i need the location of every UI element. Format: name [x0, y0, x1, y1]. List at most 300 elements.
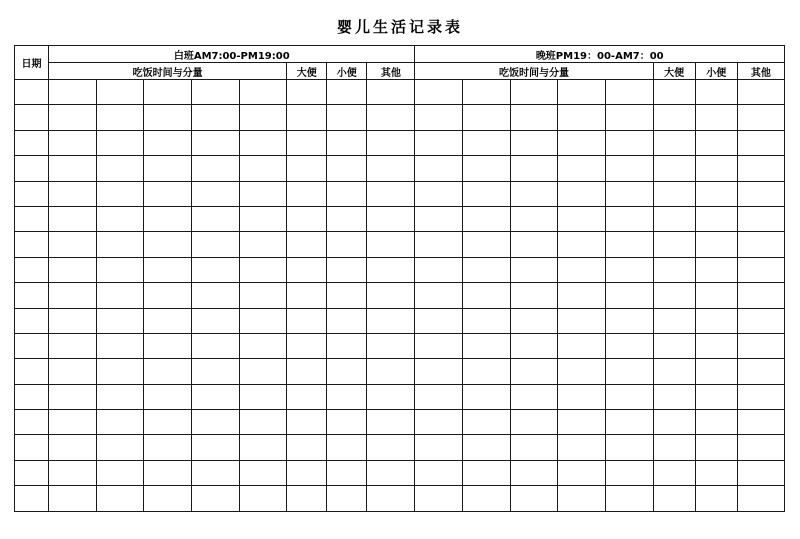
- day-other-cell[interactable]: [367, 232, 415, 257]
- day-meal-cell[interactable]: [96, 80, 144, 105]
- night-meal-cell[interactable]: [606, 384, 654, 409]
- night-pee-cell[interactable]: [695, 232, 737, 257]
- night-pee-cell[interactable]: [695, 486, 737, 511]
- night-other-cell[interactable]: [737, 460, 784, 485]
- day-other-cell[interactable]: [367, 435, 415, 460]
- night-poop-cell[interactable]: [653, 410, 695, 435]
- day-meal-cell[interactable]: [191, 410, 239, 435]
- night-other-cell[interactable]: [737, 435, 784, 460]
- date-cell[interactable]: [15, 435, 49, 460]
- night-poop-cell[interactable]: [653, 156, 695, 181]
- day-meal-cell[interactable]: [191, 460, 239, 485]
- night-poop-cell[interactable]: [653, 308, 695, 333]
- table-row: [15, 435, 785, 460]
- night-meal-cell[interactable]: [415, 130, 463, 155]
- day-meal-cell[interactable]: [49, 384, 97, 409]
- night-meal-cell[interactable]: [463, 283, 511, 308]
- night-meal-cell[interactable]: [606, 181, 654, 206]
- day-meal-cell[interactable]: [191, 181, 239, 206]
- night-meal-cell[interactable]: [558, 410, 606, 435]
- date-cell[interactable]: [15, 80, 49, 105]
- day-meal-cell[interactable]: [191, 486, 239, 511]
- day-meal-cell[interactable]: [239, 359, 287, 384]
- night-meal-cell[interactable]: [510, 130, 558, 155]
- day-other-cell[interactable]: [367, 333, 415, 358]
- day-other-cell[interactable]: [367, 410, 415, 435]
- night-pee-cell[interactable]: [695, 410, 737, 435]
- night-other-cell[interactable]: [737, 257, 784, 282]
- day-pee-cell[interactable]: [327, 105, 367, 130]
- day-meal-cell[interactable]: [144, 435, 192, 460]
- day-pee-cell[interactable]: [327, 156, 367, 181]
- day-other-header: 其他: [367, 63, 415, 80]
- day-meal-cell[interactable]: [191, 435, 239, 460]
- night-poop-cell[interactable]: [653, 206, 695, 231]
- day-pee-cell[interactable]: [327, 333, 367, 358]
- day-meal-cell[interactable]: [96, 206, 144, 231]
- night-pee-cell[interactable]: [695, 206, 737, 231]
- day-meal-cell[interactable]: [239, 257, 287, 282]
- night-meal-cell[interactable]: [558, 460, 606, 485]
- night-poop-cell[interactable]: [653, 460, 695, 485]
- day-meal-cell[interactable]: [144, 206, 192, 231]
- night-pee-cell[interactable]: [695, 130, 737, 155]
- day-meal-cell[interactable]: [49, 156, 97, 181]
- night-pee-cell[interactable]: [695, 333, 737, 358]
- day-meal-cell[interactable]: [96, 435, 144, 460]
- night-meal-cell[interactable]: [510, 80, 558, 105]
- day-other-cell[interactable]: [367, 359, 415, 384]
- night-other-cell[interactable]: [737, 410, 784, 435]
- day-poop-cell[interactable]: [287, 384, 327, 409]
- day-meal-cell[interactable]: [239, 308, 287, 333]
- day-poop-cell[interactable]: [287, 308, 327, 333]
- date-cell[interactable]: [15, 181, 49, 206]
- date-cell[interactable]: [15, 359, 49, 384]
- night-meal-cell[interactable]: [415, 435, 463, 460]
- night-meal-cell[interactable]: [558, 80, 606, 105]
- night-meal-cell[interactable]: [463, 130, 511, 155]
- night-meal-cell[interactable]: [463, 359, 511, 384]
- night-meal-cell[interactable]: [463, 333, 511, 358]
- day-poop-cell[interactable]: [287, 486, 327, 511]
- day-meal-cell[interactable]: [239, 435, 287, 460]
- night-meal-cell[interactable]: [606, 435, 654, 460]
- night-meal-cell[interactable]: [606, 232, 654, 257]
- day-meal-cell[interactable]: [96, 181, 144, 206]
- night-meal-cell[interactable]: [606, 283, 654, 308]
- day-other-cell[interactable]: [367, 486, 415, 511]
- day-meal-cell[interactable]: [144, 460, 192, 485]
- night-poop-cell[interactable]: [653, 359, 695, 384]
- day-meal-cell[interactable]: [49, 130, 97, 155]
- night-other-cell[interactable]: [737, 308, 784, 333]
- night-meal-cell[interactable]: [510, 181, 558, 206]
- night-meal-cell[interactable]: [415, 156, 463, 181]
- day-meal-cell[interactable]: [191, 308, 239, 333]
- day-poop-cell[interactable]: [287, 232, 327, 257]
- night-pee-cell[interactable]: [695, 80, 737, 105]
- day-meal-cell[interactable]: [144, 181, 192, 206]
- night-other-cell[interactable]: [737, 156, 784, 181]
- day-pee-cell[interactable]: [327, 130, 367, 155]
- night-other-cell[interactable]: [737, 384, 784, 409]
- day-meal-cell[interactable]: [96, 333, 144, 358]
- night-meal-cell[interactable]: [606, 105, 654, 130]
- day-meal-cell[interactable]: [96, 359, 144, 384]
- table-row: [15, 460, 785, 485]
- day-poop-cell[interactable]: [287, 283, 327, 308]
- day-poop-cell[interactable]: [287, 410, 327, 435]
- day-poop-cell[interactable]: [287, 130, 327, 155]
- day-pee-cell[interactable]: [327, 232, 367, 257]
- day-meal-cell[interactable]: [239, 130, 287, 155]
- night-meal-cell[interactable]: [606, 156, 654, 181]
- day-poop-cell[interactable]: [287, 359, 327, 384]
- night-other-cell[interactable]: [737, 130, 784, 155]
- night-meal-cell[interactable]: [415, 80, 463, 105]
- day-meal-cell[interactable]: [96, 130, 144, 155]
- day-meal-cell[interactable]: [49, 80, 97, 105]
- night-poop-cell[interactable]: [653, 80, 695, 105]
- night-meal-cell[interactable]: [510, 283, 558, 308]
- day-meal-cell[interactable]: [144, 130, 192, 155]
- day-meal-cell[interactable]: [239, 460, 287, 485]
- day-meal-cell[interactable]: [49, 105, 97, 130]
- day-meal-cell[interactable]: [239, 333, 287, 358]
- table-row: [15, 359, 785, 384]
- day-pee-cell[interactable]: [327, 206, 367, 231]
- day-pee-cell[interactable]: [327, 181, 367, 206]
- table-row: [15, 333, 785, 358]
- date-cell[interactable]: [15, 105, 49, 130]
- date-cell[interactable]: [15, 232, 49, 257]
- day-meal-cell[interactable]: [49, 359, 97, 384]
- night-meal-cell[interactable]: [415, 105, 463, 130]
- night-meal-cell[interactable]: [510, 384, 558, 409]
- night-meal-cell[interactable]: [415, 232, 463, 257]
- night-meal-header: 吃饭时间与分量: [415, 63, 653, 80]
- night-pee-cell[interactable]: [695, 384, 737, 409]
- day-pee-cell[interactable]: [327, 486, 367, 511]
- day-other-cell[interactable]: [367, 80, 415, 105]
- night-pee-cell[interactable]: [695, 283, 737, 308]
- day-other-cell[interactable]: [367, 308, 415, 333]
- night-meal-cell[interactable]: [463, 460, 511, 485]
- day-meal-cell[interactable]: [191, 359, 239, 384]
- date-cell[interactable]: [15, 308, 49, 333]
- night-poop-cell[interactable]: [653, 130, 695, 155]
- night-poop-cell[interactable]: [653, 105, 695, 130]
- night-other-cell[interactable]: [737, 283, 784, 308]
- night-poop-cell[interactable]: [653, 232, 695, 257]
- night-meal-cell[interactable]: [606, 80, 654, 105]
- day-meal-cell[interactable]: [239, 80, 287, 105]
- night-poop-cell[interactable]: [653, 283, 695, 308]
- day-other-cell[interactable]: [367, 206, 415, 231]
- day-pee-cell[interactable]: [327, 410, 367, 435]
- night-other-cell[interactable]: [737, 105, 784, 130]
- day-meal-cell[interactable]: [96, 257, 144, 282]
- day-meal-cell[interactable]: [96, 283, 144, 308]
- night-poop-header: 大便: [653, 63, 695, 80]
- date-cell[interactable]: [15, 206, 49, 231]
- day-poop-cell[interactable]: [287, 181, 327, 206]
- day-meal-cell[interactable]: [96, 384, 144, 409]
- day-meal-cell[interactable]: [191, 130, 239, 155]
- day-meal-cell[interactable]: [144, 283, 192, 308]
- day-other-cell[interactable]: [367, 105, 415, 130]
- night-pee-cell[interactable]: [695, 359, 737, 384]
- day-meal-cell[interactable]: [96, 460, 144, 485]
- night-meal-cell[interactable]: [463, 486, 511, 511]
- day-other-cell[interactable]: [367, 257, 415, 282]
- night-meal-cell[interactable]: [415, 486, 463, 511]
- day-meal-cell[interactable]: [96, 232, 144, 257]
- day-meal-cell[interactable]: [144, 359, 192, 384]
- night-meal-cell[interactable]: [558, 130, 606, 155]
- day-meal-cell[interactable]: [144, 333, 192, 358]
- day-meal-cell[interactable]: [49, 486, 97, 511]
- table-row: [15, 105, 785, 130]
- day-pee-cell[interactable]: [327, 384, 367, 409]
- night-meal-cell[interactable]: [606, 308, 654, 333]
- night-other-cell[interactable]: [737, 206, 784, 231]
- night-meal-cell[interactable]: [558, 435, 606, 460]
- night-meal-cell[interactable]: [415, 181, 463, 206]
- night-meal-cell[interactable]: [606, 206, 654, 231]
- table-row: [15, 80, 785, 105]
- date-cell[interactable]: [15, 156, 49, 181]
- day-poop-cell[interactable]: [287, 105, 327, 130]
- night-meal-cell[interactable]: [510, 486, 558, 511]
- night-poop-cell[interactable]: [653, 384, 695, 409]
- table-row: [15, 486, 785, 511]
- day-other-cell[interactable]: [367, 130, 415, 155]
- night-meal-cell[interactable]: [463, 105, 511, 130]
- night-meal-cell[interactable]: [510, 105, 558, 130]
- day-other-cell[interactable]: [367, 384, 415, 409]
- night-meal-cell[interactable]: [606, 410, 654, 435]
- day-meal-cell[interactable]: [96, 308, 144, 333]
- day-meal-cell[interactable]: [191, 206, 239, 231]
- day-pee-cell[interactable]: [327, 283, 367, 308]
- day-meal-cell[interactable]: [239, 206, 287, 231]
- night-meal-cell[interactable]: [558, 283, 606, 308]
- night-poop-cell[interactable]: [653, 257, 695, 282]
- day-meal-cell[interactable]: [144, 232, 192, 257]
- night-meal-cell[interactable]: [558, 105, 606, 130]
- day-meal-cell[interactable]: [144, 105, 192, 130]
- day-pee-cell[interactable]: [327, 460, 367, 485]
- day-meal-cell[interactable]: [239, 283, 287, 308]
- night-meal-cell[interactable]: [415, 460, 463, 485]
- date-cell[interactable]: [15, 130, 49, 155]
- night-meal-cell[interactable]: [558, 232, 606, 257]
- day-meal-cell[interactable]: [49, 333, 97, 358]
- night-other-cell[interactable]: [737, 232, 784, 257]
- date-cell[interactable]: [15, 257, 49, 282]
- night-meal-cell[interactable]: [558, 156, 606, 181]
- night-meal-cell[interactable]: [463, 410, 511, 435]
- day-meal-cell[interactable]: [239, 105, 287, 130]
- day-meal-cell[interactable]: [144, 410, 192, 435]
- night-meal-cell[interactable]: [463, 156, 511, 181]
- day-meal-cell[interactable]: [49, 435, 97, 460]
- night-meal-cell[interactable]: [606, 486, 654, 511]
- night-meal-cell[interactable]: [463, 435, 511, 460]
- day-meal-cell[interactable]: [191, 156, 239, 181]
- night-other-cell[interactable]: [737, 181, 784, 206]
- night-meal-cell[interactable]: [463, 80, 511, 105]
- day-meal-cell[interactable]: [49, 410, 97, 435]
- night-pee-cell[interactable]: [695, 105, 737, 130]
- night-meal-cell[interactable]: [463, 232, 511, 257]
- night-meal-cell[interactable]: [606, 359, 654, 384]
- day-pee-cell[interactable]: [327, 308, 367, 333]
- night-meal-cell[interactable]: [606, 130, 654, 155]
- day-meal-cell[interactable]: [191, 105, 239, 130]
- night-meal-cell[interactable]: [558, 257, 606, 282]
- night-pee-cell[interactable]: [695, 308, 737, 333]
- day-meal-cell[interactable]: [49, 460, 97, 485]
- date-cell[interactable]: [15, 384, 49, 409]
- day-meal-cell[interactable]: [191, 283, 239, 308]
- day-meal-cell[interactable]: [191, 80, 239, 105]
- day-meal-cell[interactable]: [144, 80, 192, 105]
- day-pee-cell[interactable]: [327, 257, 367, 282]
- day-meal-cell[interactable]: [96, 486, 144, 511]
- day-meal-cell[interactable]: [49, 181, 97, 206]
- night-meal-cell[interactable]: [606, 460, 654, 485]
- night-meal-cell[interactable]: [558, 333, 606, 358]
- night-meal-cell[interactable]: [510, 308, 558, 333]
- night-meal-cell[interactable]: [510, 232, 558, 257]
- day-poop-cell[interactable]: [287, 257, 327, 282]
- day-meal-cell[interactable]: [49, 283, 97, 308]
- night-meal-cell[interactable]: [463, 384, 511, 409]
- night-meal-cell[interactable]: [510, 359, 558, 384]
- date-cell[interactable]: [15, 283, 49, 308]
- night-meal-cell[interactable]: [606, 333, 654, 358]
- day-poop-cell[interactable]: [287, 460, 327, 485]
- night-meal-cell[interactable]: [415, 283, 463, 308]
- day-meal-cell[interactable]: [144, 257, 192, 282]
- day-poop-cell[interactable]: [287, 435, 327, 460]
- night-meal-cell[interactable]: [558, 181, 606, 206]
- night-pee-cell[interactable]: [695, 156, 737, 181]
- day-pee-cell[interactable]: [327, 435, 367, 460]
- day-poop-cell[interactable]: [287, 206, 327, 231]
- night-meal-cell[interactable]: [415, 359, 463, 384]
- day-other-cell[interactable]: [367, 181, 415, 206]
- day-meal-cell[interactable]: [144, 486, 192, 511]
- day-meal-cell[interactable]: [49, 257, 97, 282]
- night-meal-cell[interactable]: [510, 460, 558, 485]
- night-pee-cell[interactable]: [695, 435, 737, 460]
- date-cell[interactable]: [15, 460, 49, 485]
- night-meal-cell[interactable]: [415, 410, 463, 435]
- night-poop-cell[interactable]: [653, 181, 695, 206]
- night-poop-cell[interactable]: [653, 486, 695, 511]
- log-body: [15, 80, 785, 512]
- night-meal-cell[interactable]: [510, 333, 558, 358]
- day-meal-cell[interactable]: [239, 410, 287, 435]
- day-meal-cell[interactable]: [191, 257, 239, 282]
- night-other-cell[interactable]: [737, 359, 784, 384]
- day-other-cell[interactable]: [367, 156, 415, 181]
- night-meal-cell[interactable]: [558, 359, 606, 384]
- day-meal-cell[interactable]: [49, 232, 97, 257]
- night-meal-cell[interactable]: [558, 486, 606, 511]
- night-pee-cell[interactable]: [695, 257, 737, 282]
- day-poop-cell[interactable]: [287, 333, 327, 358]
- day-meal-cell[interactable]: [96, 156, 144, 181]
- night-meal-cell[interactable]: [415, 257, 463, 282]
- day-pee-cell[interactable]: [327, 80, 367, 105]
- day-meal-cell[interactable]: [191, 333, 239, 358]
- night-meal-cell[interactable]: [558, 206, 606, 231]
- day-meal-cell[interactable]: [239, 384, 287, 409]
- night-meal-cell[interactable]: [510, 435, 558, 460]
- day-meal-cell[interactable]: [144, 384, 192, 409]
- night-poop-cell[interactable]: [653, 333, 695, 358]
- day-meal-cell[interactable]: [96, 410, 144, 435]
- night-meal-cell[interactable]: [463, 206, 511, 231]
- day-meal-cell[interactable]: [239, 181, 287, 206]
- day-pee-cell[interactable]: [327, 359, 367, 384]
- night-meal-cell[interactable]: [415, 333, 463, 358]
- date-cell[interactable]: [15, 486, 49, 511]
- day-meal-cell[interactable]: [96, 105, 144, 130]
- night-meal-cell[interactable]: [606, 257, 654, 282]
- night-meal-cell[interactable]: [415, 308, 463, 333]
- night-meal-cell[interactable]: [463, 257, 511, 282]
- night-poop-cell[interactable]: [653, 435, 695, 460]
- night-other-cell[interactable]: [737, 80, 784, 105]
- night-meal-cell[interactable]: [463, 181, 511, 206]
- day-meal-cell[interactable]: [191, 232, 239, 257]
- night-meal-cell[interactable]: [558, 384, 606, 409]
- day-poop-cell[interactable]: [287, 80, 327, 105]
- night-pee-cell[interactable]: [695, 460, 737, 485]
- night-meal-cell[interactable]: [558, 308, 606, 333]
- day-meal-cell[interactable]: [144, 308, 192, 333]
- day-other-cell[interactable]: [367, 460, 415, 485]
- night-other-cell[interactable]: [737, 486, 784, 511]
- day-meal-cell[interactable]: [239, 232, 287, 257]
- night-pee-cell[interactable]: [695, 181, 737, 206]
- day-other-cell[interactable]: [367, 283, 415, 308]
- night-meal-cell[interactable]: [510, 206, 558, 231]
- day-meal-cell[interactable]: [49, 206, 97, 231]
- night-meal-cell[interactable]: [415, 384, 463, 409]
- day-meal-cell[interactable]: [49, 308, 97, 333]
- day-meal-cell[interactable]: [144, 156, 192, 181]
- date-cell[interactable]: [15, 333, 49, 358]
- night-meal-cell[interactable]: [510, 257, 558, 282]
- night-meal-cell[interactable]: [510, 410, 558, 435]
- day-meal-cell[interactable]: [239, 156, 287, 181]
- night-meal-cell[interactable]: [510, 156, 558, 181]
- night-meal-cell[interactable]: [415, 206, 463, 231]
- day-meal-cell[interactable]: [191, 384, 239, 409]
- night-other-cell[interactable]: [737, 333, 784, 358]
- date-cell[interactable]: [15, 410, 49, 435]
- day-meal-cell[interactable]: [239, 486, 287, 511]
- night-meal-cell[interactable]: [463, 308, 511, 333]
- day-poop-cell[interactable]: [287, 156, 327, 181]
